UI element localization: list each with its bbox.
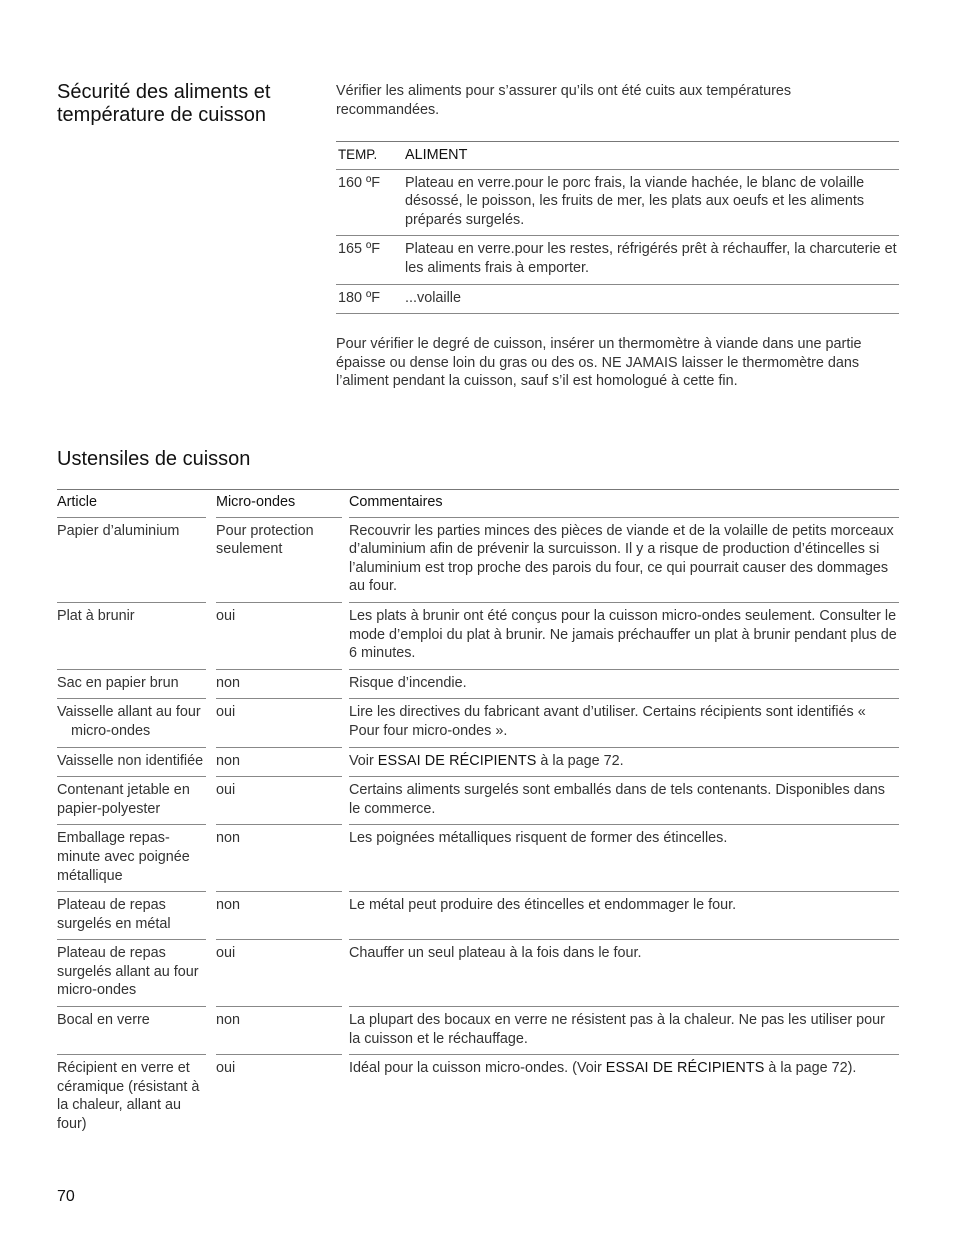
microwave-cell: non <box>216 748 342 778</box>
cross-reference: ESSAI DE RÉCIPIENTS <box>605 1060 765 1077</box>
microwave-cell: oui <box>216 777 342 825</box>
microwave-cell: oui <box>216 603 342 670</box>
table-row <box>57 1007 899 1055</box>
food-cell: ...volaille <box>405 289 461 306</box>
microwave-cell: non <box>216 670 342 700</box>
comment-cell: Certains aliments surgelés sont emballés dans de tels contenants. Disponibles dans le commerce. <box>349 777 899 825</box>
header-article: Article <box>57 490 206 518</box>
cross-reference: ESSAI DE RÉCIPIENTS <box>377 752 537 769</box>
article-cell <box>57 699 206 747</box>
table-row <box>57 699 899 747</box>
table-row <box>336 170 899 237</box>
microwave-cell: oui <box>216 1060 236 1077</box>
comment-cell: Les poignées métalliques risquent de former des étincelles. <box>349 825 899 892</box>
table-row <box>57 603 899 670</box>
article-cell: Papier d’aluminium <box>57 518 206 603</box>
title-line-2: température de cuisson <box>57 104 267 126</box>
temp-cell: 165 ºF <box>338 241 381 258</box>
table-row <box>57 825 899 892</box>
comment-text: Voir <box>349 752 378 769</box>
microwave-cell: oui <box>216 699 342 747</box>
food-cell: Plateau en verre.pour les restes, réfrigérés prêt à réchauffer, la charcuterie et les aliments frais à emporter. <box>405 241 897 276</box>
article-cell: Bocal en verre <box>57 1007 206 1055</box>
section-title-utensils: Ustensiles de cuisson <box>57 448 251 470</box>
section-title-food-safety <box>57 81 270 127</box>
comment-cell: La plupart des bocaux en verre ne résistent pas à la chaleur. Ne pas les utiliser pour la cuisson et le réchauffage. <box>349 1007 899 1055</box>
article-cell: Plateau de repas surgelés allant au four micro-ondes <box>57 940 206 1007</box>
comment-text: à la page 72. <box>536 752 624 769</box>
table-row <box>57 940 899 1007</box>
microwave-cell: non <box>216 892 342 940</box>
table-header-row <box>336 142 899 170</box>
microwave-cell: non <box>216 1007 342 1055</box>
comment-cell: Chauffer un seul plateau à la fois dans le four. <box>349 940 899 1007</box>
comment-text: à la page 72). <box>764 1060 857 1077</box>
intro-paragraph: Vérifier les aliments pour s’assurer qu’ils ont été cuits aux températures recommandées. <box>336 83 792 118</box>
article-cell: Sac en papier brun <box>57 670 206 700</box>
comment-text: Idéal pour la cuisson micro-ondes. (Voir <box>349 1060 606 1077</box>
article-cell: Plateau de repas surgelés en métal <box>57 892 206 940</box>
table-row <box>57 670 899 700</box>
article-cell: Vaisselle non identifiée <box>57 748 206 778</box>
header-food: ALIMENT <box>405 147 468 163</box>
comment-cell <box>349 748 899 778</box>
comment-cell: Recouvrir les parties minces des pièces de viande et de la volaille de petits morceaux d’aluminium afin de prévenir la surcuisson. Il y a risque de production d’étincelles si l’aluminium est trop proche des parois du four, ce qui pourrait causer des dommages au four. <box>349 518 899 603</box>
title-line-1: Sécurité des aliments et <box>57 81 271 103</box>
microwave-cell: Pour protection seulement <box>216 518 342 603</box>
microwave-cell: oui <box>216 940 342 1007</box>
table-row <box>57 518 899 603</box>
comment-cell <box>349 1055 899 1139</box>
header-temp: TEMP. <box>338 147 378 162</box>
microwave-cell: non <box>216 825 342 892</box>
temp-cell: 180 ºF <box>338 289 381 306</box>
comment-cell: Le métal peut produire des étincelles et endommager le four. <box>349 892 899 940</box>
temp-cell: 160 ºF <box>338 174 381 191</box>
table-row <box>57 1055 899 1139</box>
utensils-table <box>57 489 899 1140</box>
table-header-row <box>57 490 899 518</box>
article-cell: Contenant jetable en papier-polyester <box>57 777 206 825</box>
article-cell: Récipient en verre et céramique (résistant à la chaleur, allant au four) <box>57 1060 200 1133</box>
article-cell: Emballage repas-minute avec poignée métallique <box>57 825 206 892</box>
article-cell: Plat à brunir <box>57 603 206 670</box>
article-line-1: Vaisselle allant au four <box>57 704 201 721</box>
comment-cell: Lire les directives du fabricant avant d’utiliser. Certains récipients sont identifiés « Pour four micro-ondes ». <box>349 699 899 747</box>
table-row <box>57 892 899 940</box>
comment-cell: Les plats à brunir ont été conçus pour la cuisson micro-ondes seulement. Consulter le mode d’emploi du plat à brunir. Ne jamais préchauffer un plat à brunir pendant plus de 6 minutes. <box>349 603 899 670</box>
page-number: 70 <box>57 1188 75 1205</box>
table-row <box>336 236 899 284</box>
table-row <box>57 777 899 825</box>
header-microwave: Micro-ondes <box>216 490 342 518</box>
food-cell: Plateau en verre.pour le porc frais, la viande hachée, le blanc de volaille désossé, le poisson, les fruits de mer, les plats aux oeufs et les aliments préparés surgelés. <box>405 174 865 228</box>
table-row <box>57 748 899 778</box>
header-comments: Commentaires <box>349 490 899 518</box>
table-row <box>336 285 899 315</box>
temperature-table <box>336 141 899 314</box>
thermometer-note: Pour vérifier le degré de cuisson, insérer un thermomètre à viande dans une partie épaisse ou dense loin du gras ou des os. NE JAMAIS laisser le thermomètre dans l’aliment pendant la cuisson, sauf s’il est homologué à cette fin. <box>336 336 862 390</box>
article-line-2: micro-ondes <box>71 722 151 739</box>
comment-cell: Risque d’incendie. <box>349 670 899 700</box>
